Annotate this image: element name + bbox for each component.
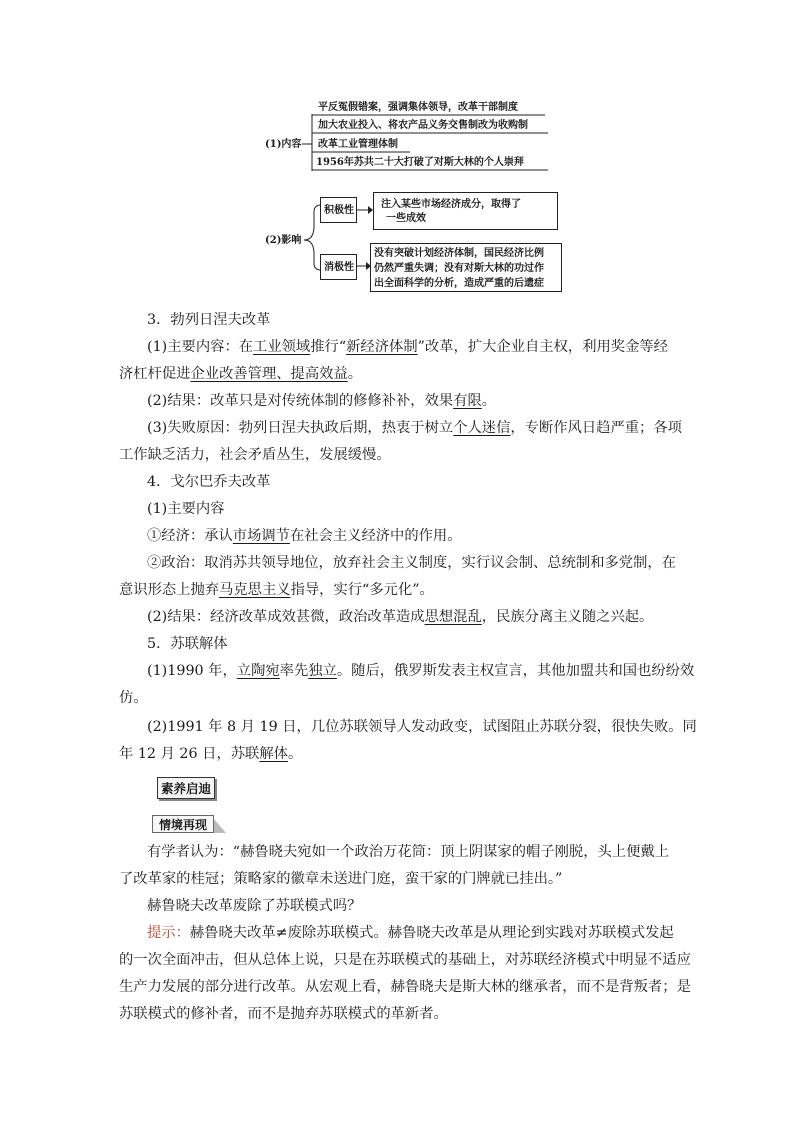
hint-line-2: 的一次全面冲击，但从总体上说，只是在苏联模式的基础上，对苏联经济模式中明显不适应 (119, 952, 691, 968)
content-item-3: 改革工业管理体制 (318, 139, 398, 150)
s5-item-1-line-1 (147, 661, 694, 681)
text: 。 (347, 366, 363, 382)
s3-title: 3．勃列日涅夫改革 (147, 312, 271, 328)
impact-label: (2)影响 (265, 235, 302, 246)
s4-economy (147, 526, 462, 546)
text: 率先 (279, 663, 309, 679)
text: (1)1990 年， (147, 663, 237, 679)
positive-text-line-1: 注入某些市场经济成分，取得了 (381, 199, 521, 210)
literacy-badge: 素养启迪 (157, 777, 215, 799)
text: (1)主要内容：在 (147, 339, 254, 355)
s4-politics-line-1: ②政治：取消苏共领导地位，放弃社会主义制度，实行议会制、总统制和多党制，在 (147, 555, 676, 571)
text: ”改革，扩大企业自主权，利用奖金等经 (417, 339, 668, 355)
text: 意识形态上抛弃 (119, 582, 220, 598)
negative-text-line-1: 没有突破计划经济体制，国民经济比例 (374, 248, 544, 259)
text: 。随后，俄罗斯发表主权宣言，其他加盟共和国也纷纷效 (336, 663, 695, 679)
underlined-term: 有限 (453, 393, 482, 409)
negative-text-box (370, 243, 562, 292)
negative-label: 消极性 (324, 262, 354, 273)
text: (2)结果：改革只是对传统体制的修修补补，效果 (147, 393, 454, 409)
text: ，民族分离主义随之兴起。 (481, 609, 654, 625)
s5-item-1-line-2: 仿。 (119, 690, 148, 706)
underlined-term: 思想混乱 (424, 609, 482, 625)
text: 济杠杆促进 (119, 366, 191, 382)
s5-item-2-line-2 (119, 744, 302, 764)
s5-title: 5．苏联解体 (147, 636, 228, 652)
scene-badge: 情境再现 (152, 815, 214, 833)
quote-line-2: 了改革家的桂冠；策略家的徽章未送进门庭，蛮干家的门牌就已挂出。” (119, 871, 563, 887)
s4-title: 4．戈尔巴乔夫改革 (147, 474, 271, 490)
content-item-2: 加大农业投入、将农产品义务交售制改为收购制 (318, 120, 528, 131)
negative-box (320, 254, 357, 280)
underlined-term: 个人迷信 (453, 420, 511, 436)
s5-item-2-line-1: (2)1991 年 8 月 19 日，几位苏联领导人发动政变，试图阻止苏联分裂，很快失败。同 (147, 719, 697, 735)
s4-content-heading: (1)主要内容 (147, 501, 225, 517)
content-item-1: 平反冤假错案，强调集体领导，改革干部制度 (318, 102, 518, 113)
text: 年 12 月 26 日，苏联 (119, 746, 260, 762)
positive-box (320, 197, 357, 223)
underlined-term: 立陶宛 (236, 663, 280, 679)
underlined-term: 工业领域 (253, 339, 311, 355)
question: 赫鲁晓夫改革废除了苏联模式吗？ (147, 898, 362, 914)
underlined-term: 企业改善管理、提高效益 (190, 366, 348, 382)
s4-result (147, 607, 653, 627)
s3-content-line-2 (119, 364, 362, 384)
text: (2)结果：经济改革成效甚微，政治改革造成 (147, 609, 425, 625)
text: (3)失败原因：勃列日涅夫执政后期，热衷于树立 (147, 420, 454, 436)
underlined-term: 新经济体制 (346, 339, 418, 355)
underlined-term: 解体 (259, 746, 288, 762)
content-label: (1)内容 (265, 139, 302, 150)
text: 在社会主义经济中的作用。 (289, 528, 462, 544)
quote-line-1: 有学者认为：“赫鲁晓夫宛如一个政治万花筒：顶上阴谋家的帽子刚脱，头上便戴上 (147, 844, 669, 860)
hint-line-4: 苏联模式的修补者，而不是抛弃苏联模式的革新者。 (119, 1006, 448, 1022)
positive-text-box (373, 192, 558, 230)
s3-cause-line-2: 工作缺乏活力，社会矛盾丛生，发展缓慢。 (119, 447, 391, 463)
s4-politics-line-2 (119, 580, 434, 600)
underlined-term: 独立 (308, 663, 337, 679)
text: 。 (481, 393, 497, 409)
s3-result (147, 391, 496, 411)
hint-line-3: 生产力发展的部分进行改革。从宏观上看，赫鲁晓夫是斯大林的继承者，而不是背叛者；是 (119, 979, 691, 995)
text: 推行“ (310, 339, 347, 355)
hint-line-1 (147, 923, 674, 943)
positive-text-line-2: 一些成效 (386, 213, 426, 224)
text: ①经济：承认 (147, 528, 233, 544)
text: 赫鲁晓夫改革≠废除苏联模式。赫鲁晓夫改革是从理论到实践对苏联模式发起 (189, 925, 674, 941)
text: 。 (287, 746, 303, 762)
hint-label: 提示： (147, 925, 190, 941)
text: ，专断作风日趋严重；各项 (510, 420, 682, 436)
s3-cause-line-1 (147, 418, 682, 438)
text: 指导，实行“多元化”。 (290, 582, 434, 598)
underlined-term: 马克思主义 (219, 582, 291, 598)
negative-text-line-3: 出全面科学的分析，造成严重的后遗症 (374, 278, 544, 289)
s3-content-line-1 (147, 337, 668, 357)
negative-text-line-2: 仍然严重失调；没有对斯大林的功过作 (374, 263, 544, 274)
scene-badge-corner-icon (214, 815, 226, 833)
content-item-4: 1956年苏共二十大打破了对斯大林的个人崇拜 (316, 157, 524, 168)
positive-label: 积极性 (324, 205, 354, 216)
underlined-term: 市场调节 (232, 528, 290, 544)
